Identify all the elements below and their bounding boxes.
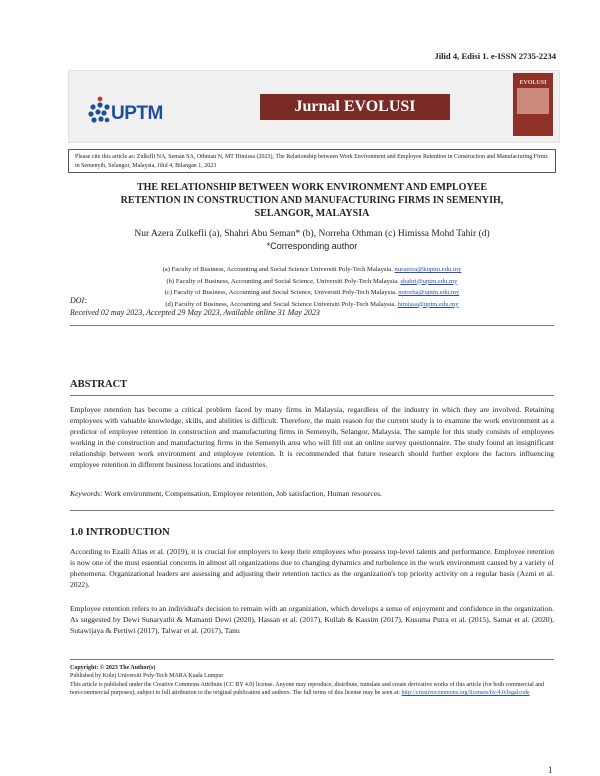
uptm-logo — [88, 95, 184, 131]
intro-heading: 1.0 INTRODUCTION — [70, 527, 170, 538]
corresponding-author-note: *Corresponding author — [266, 241, 358, 251]
license-text: This article is published under the Creative Commons Attribute (CC BY 4.0) license. Anyone may reproduce, distribute, translate and create derivative works of this article (for both commercial and non-commercial purposes), subject to full attribution to the original publication and authors. The full terms of this license may be seen at: http://creativecommons.org/licenses/by/4.0/legalcode — [70, 681, 544, 696]
cover-title: EVOLUSI — [519, 80, 547, 86]
paper-title — [70, 181, 554, 220]
title-line: SELANGOR, MALAYSIA — [254, 208, 370, 219]
copyright-line: Copyright: © 2023 The Author(s) — [70, 665, 156, 671]
affiliation-item: (c) Faculty of Business, Accounting and Social Science, Universiti Poly-Tech Malaysia. norreha@uptm.edu.my — [164, 289, 460, 296]
keywords — [70, 488, 554, 499]
divider — [70, 510, 554, 511]
doi-block — [70, 295, 320, 319]
page-number: 1 — [548, 765, 553, 775]
divider — [70, 395, 554, 396]
title-line: RETENTION IN CONSTRUCTION AND MANUFACTURING FIRMS IN SEMENYIH, — [120, 195, 504, 206]
title-line: THE RELATIONSHIP BETWEEN WORK ENVIRONMENT AND EMPLOYEE — [136, 182, 488, 193]
author-email-link[interactable]: norreha@uptm.edu.my — [398, 289, 460, 296]
logo-text: UPTM — [111, 103, 163, 124]
license-link[interactable]: http://creativecommons.org/licenses/by/4.0/legalcode — [401, 689, 530, 696]
abstract-body: Employee retention has become a critical problem faced by many firms in Malaysia, regardless of the industry in which they are involved. Retaining employees with valuable knowledge, skills, and abilities is difficult. Therefore, the main reason for the current study is to examine the work environment as a predictor of employee retention in construction and manufacturing firms in Semenyih, Selangor, Malaysia. The sample for this study consists of employees working in the construction and manufacturing firms in the Semenyih area who will fill out an online survey questionnaire. The study found an insignificant relationship between work environment and employee retention. It is recommended that future research should further explore the factors influencing employee retention in different business locations and industries. — [70, 405, 554, 469]
intro-paragraph: Employee retention refers to an individual's decision to remain with an organization, which develops a sense of enjoyment and confidence in the organization. As suggested by Dewi Sunaryathi & Mamanti Dewi (2020), Hassan et al. (2017), Kullab & Kassim (2017), Kusuma Putra et al. (2015), Samat et al. (2020), Sutawijaya & Pertiwi (2017), Talwar et al. (2017), Tanu — [70, 604, 554, 635]
keywords-list: Work environment, Compensation, Employee retention, Job satisfaction, Human resources. — [102, 489, 382, 498]
issue-line: Jilid 4, Edisi 1. e-ISSN 2735-2234 — [434, 51, 556, 61]
affiliation-item: (b) Faculty of Business, Accounting and Social Science, Universiti Poly-Tech Malaysia. shahri@uptm.edu.my — [166, 277, 458, 285]
citation-box: Please cite this article as: Zulkifli NA, Seman SA, Othman N, MT Himissa (2023), The Relationship between Work Environment and Employee Retention in Construction and Manufacturing Firms in Semenyih, Selangor, Malaysia, Jilid 4, Bilangan 1, 2023 — [68, 149, 556, 173]
copyright-block — [70, 664, 556, 697]
intro-paragraph: According to Ezaili Alias et al. (2019), it is crucial for employers to keep their employees who possess top-level talents and performance. Employee retention is now one of the most essential concerns in almost all organizations due to changing dynamics and turbulence in the work environment caused by a variety of phenomena. Organizational leaders are assessing and adjusting their retention tactics as the organization's top priority activity on a regular basis (Azmi et al. 2022). — [70, 547, 554, 589]
journal-cover-thumbnail — [513, 73, 553, 136]
footer-divider — [70, 659, 554, 660]
doi-label: DOI: — [70, 296, 87, 305]
divider — [70, 325, 554, 326]
author-email-link[interactable]: himissa@uptm.edu.my — [397, 300, 459, 308]
keywords-label: Keywords: — [70, 489, 103, 498]
affiliation-item: (a) Faculty of Business, Accounting and Social Science Universiti Poly-Tech Malaysia. nurazera@kuptm.edu.my — [162, 266, 462, 273]
received-dates: Received 02 may 2023, Accepted 29 May 2023, Available online 31 May 2023 — [70, 308, 320, 317]
publisher-line: Published by Kolej Universiti Poly-Tech MARA Kuala Lumpur — [70, 673, 224, 680]
abstract-heading: ABSTRACT — [70, 379, 128, 390]
author-email-link[interactable]: shahri@uptm.edu.my — [400, 277, 458, 285]
author-list: Nur Azera Zulkefli (a), Shahri Abu Seman* (b), Norreha Othman (c) Himissa Mohd Tahir (d) — [134, 229, 490, 239]
cover-image — [517, 88, 549, 114]
affiliation-item: (d) Faculty of Business, Accounting and Social Science Universiti Poly-Tech Malaysia. himissa@uptm.edu.my — [165, 300, 459, 308]
author-email-link[interactable]: nurazera@kuptm.edu.my — [394, 266, 462, 273]
journal-title: Jurnal EVOLUSI — [260, 94, 450, 120]
